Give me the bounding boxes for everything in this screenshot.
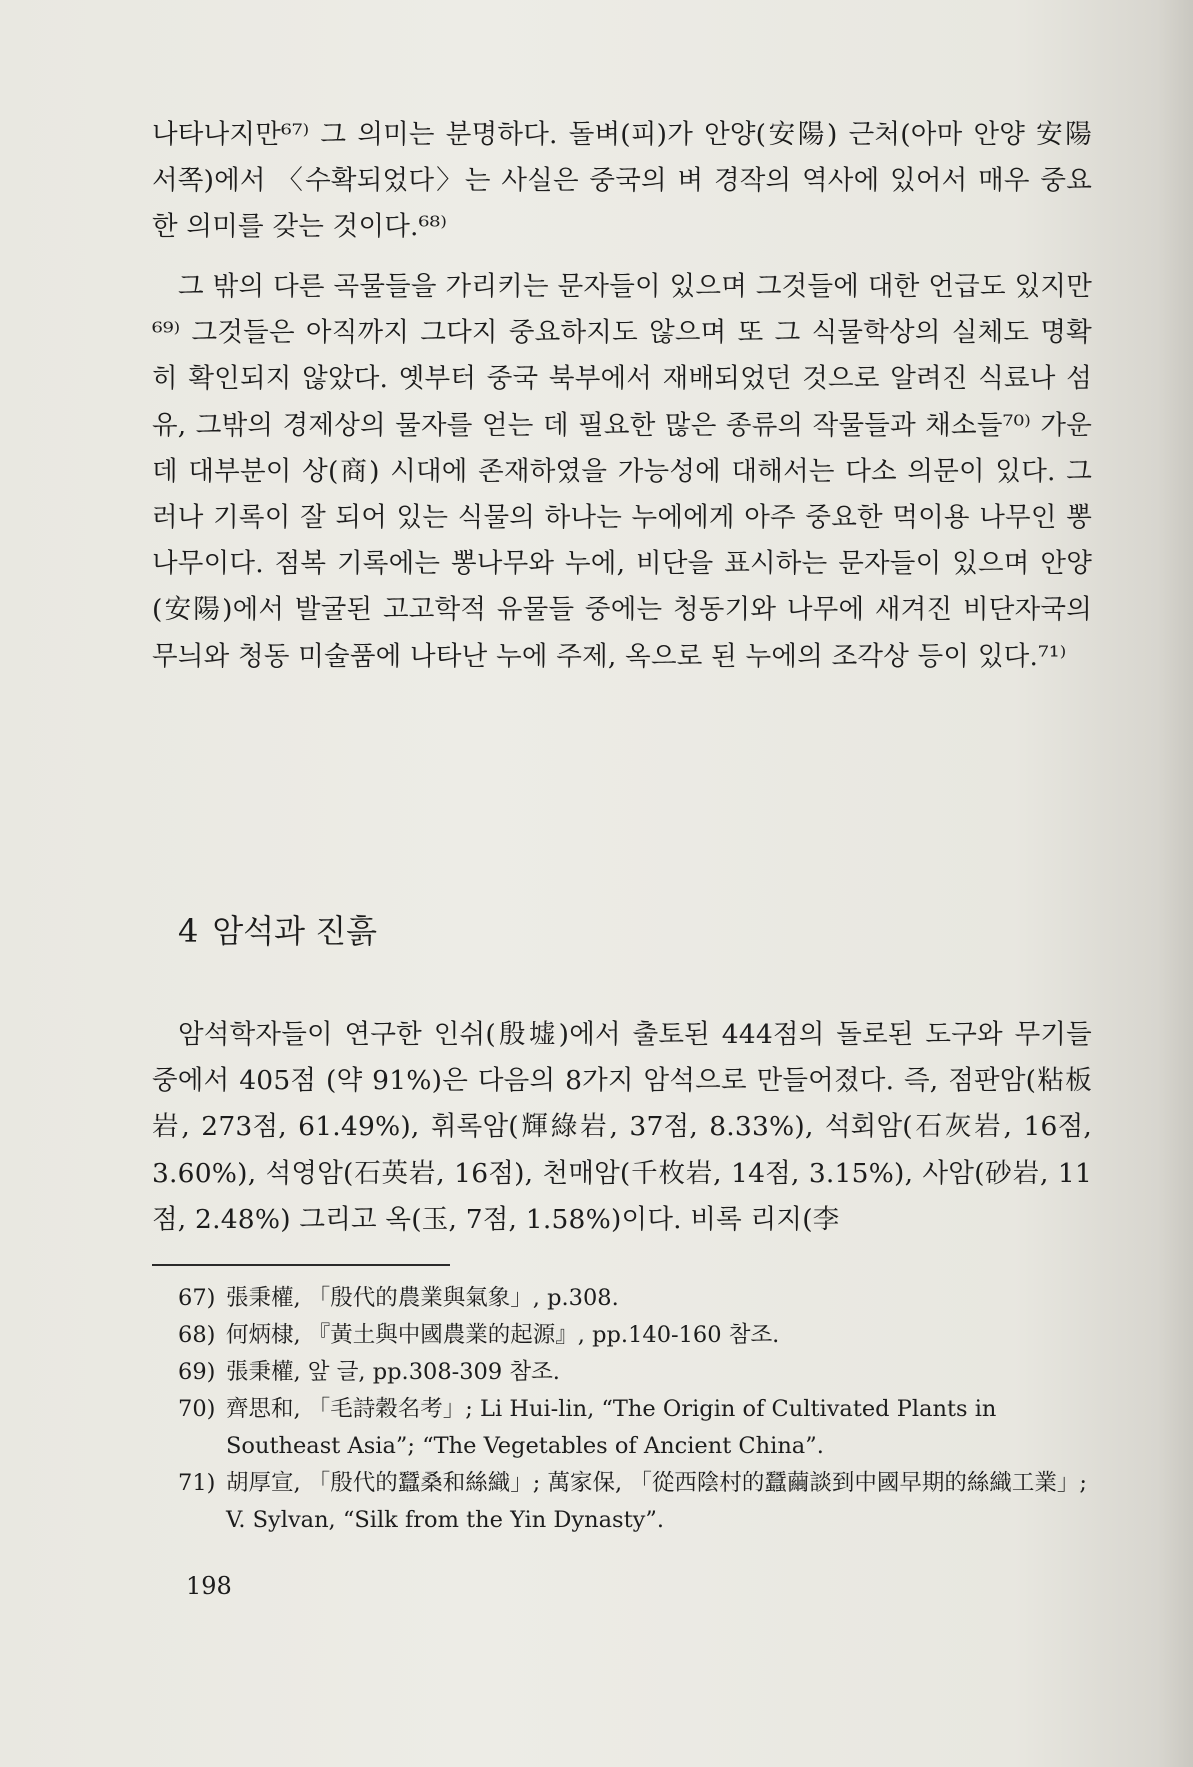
footnote-71 [178, 1465, 1093, 1539]
paragraph-continuation: 나타나지만⁶⁷⁾ 그 의미는 분명하다. 돌벼(피)가 안양(安陽) 근처(아마 안양 安陽 서쪽)에서 〈수확되었다〉는 사실은 중국의 벼 경작의 역사에 있어서 매우 중요한 의미를 갖는 것이다.⁶⁸⁾ [152, 119, 1092, 243]
footnote-text: 胡厚宣, 「殷代的蠶桑和絲織」; 萬家保, 「從西陰村的蠶繭談到中國早期的絲織工業」; V. Sylvan, “Silk from the Yin Dynasty”. [226, 1470, 1087, 1533]
footnote-67 [178, 1280, 1093, 1317]
footnote-text: 張秉權, 앞 글, pp.308-309 참조. [226, 1359, 560, 1385]
footnote-70 [178, 1391, 1093, 1465]
section-heading [178, 906, 377, 952]
footnotes [178, 1280, 1093, 1539]
section-title: 암석과 진흙 [212, 912, 378, 950]
footnote-number: 71) [178, 1470, 216, 1496]
footnote-number: 68) [178, 1322, 216, 1348]
footnote-text: 齊思和, 「毛詩穀名考」; Li Hui-lin, “The Origin of Cultivated Plants in Southeast Asia”; “The Vegetables of Ancient China”. [226, 1396, 997, 1459]
paragraph-crops: 그 밖의 다른 곡물들을 가리키는 문자들이 있으며 그것들에 대한 언급도 있지만⁶⁹⁾ 그것들은 아직까지 그다지 중요하지도 않으며 또 그 식물학상의 실체도 명확히 확인되지 않았다. 옛부터 중국 북부에서 재배되었던 것으로 알려진 식료나 섬유, 그밖의 경제상의 물자를 얻는 데 필요한 많은 종류의 작물들과 채소들⁷⁰⁾ 가운데 대부분이 상(商) 시대에 존재하였을 가능성에 대해서는 다소 의문이 있다. 그러나 기록이 잘 되어 있는 식물의 하나는 누에에게 아주 중요한 먹이용 나무인 뽕나무이다. 점복 기록에는 뽕나무와 누에, 비단을 표시하는 문자들이 있으며 안양(安陽)에서 발굴된 고고학적 유물들 중에는 청동기와 나무에 새겨진 비단자국의 무늬와 청동 미술품에 나타난 누에 주제, 옥으로 된 누에의 조각상 등이 있다.⁷¹⁾ [152, 271, 1092, 672]
footnote-68 [178, 1317, 1093, 1354]
section-number: 4 [178, 912, 199, 950]
footnote-number: 70) [178, 1396, 216, 1422]
footnote-69 [178, 1354, 1093, 1391]
footnote-number: 67) [178, 1285, 216, 1311]
footnote-number: 69) [178, 1359, 216, 1385]
footnote-text: 何炳棣, 『黃土與中國農業的起源』, pp.140-160 참조. [226, 1322, 780, 1348]
paragraph-rocks: 암석학자들이 연구한 인쉬(殷墟)에서 출토된 444점의 돌로된 도구와 무기들 중에서 405점 (약 91%)은 다음의 8가지 암석으로 만들어졌다. 즉, 점판암(粘板岩, 273점, 61.49%), 휘록암(輝綠岩, 37점, 8.33%), 석회암(石灰岩, 16점, 3.60%), 석영암(石英岩, 16점), 천매암(千枚岩, 14점, 3.15%), 사암(砂岩, 11점, 2.48%) 그리고 옥(玉, 7점, 1.58%)이다. 비록 리지(李 [152, 1019, 1092, 1235]
page-number: 198 [186, 1572, 232, 1600]
footnote-text: 張秉權, 「殷代的農業與氣象」, p.308. [226, 1285, 619, 1311]
footnote-divider [152, 1264, 450, 1266]
